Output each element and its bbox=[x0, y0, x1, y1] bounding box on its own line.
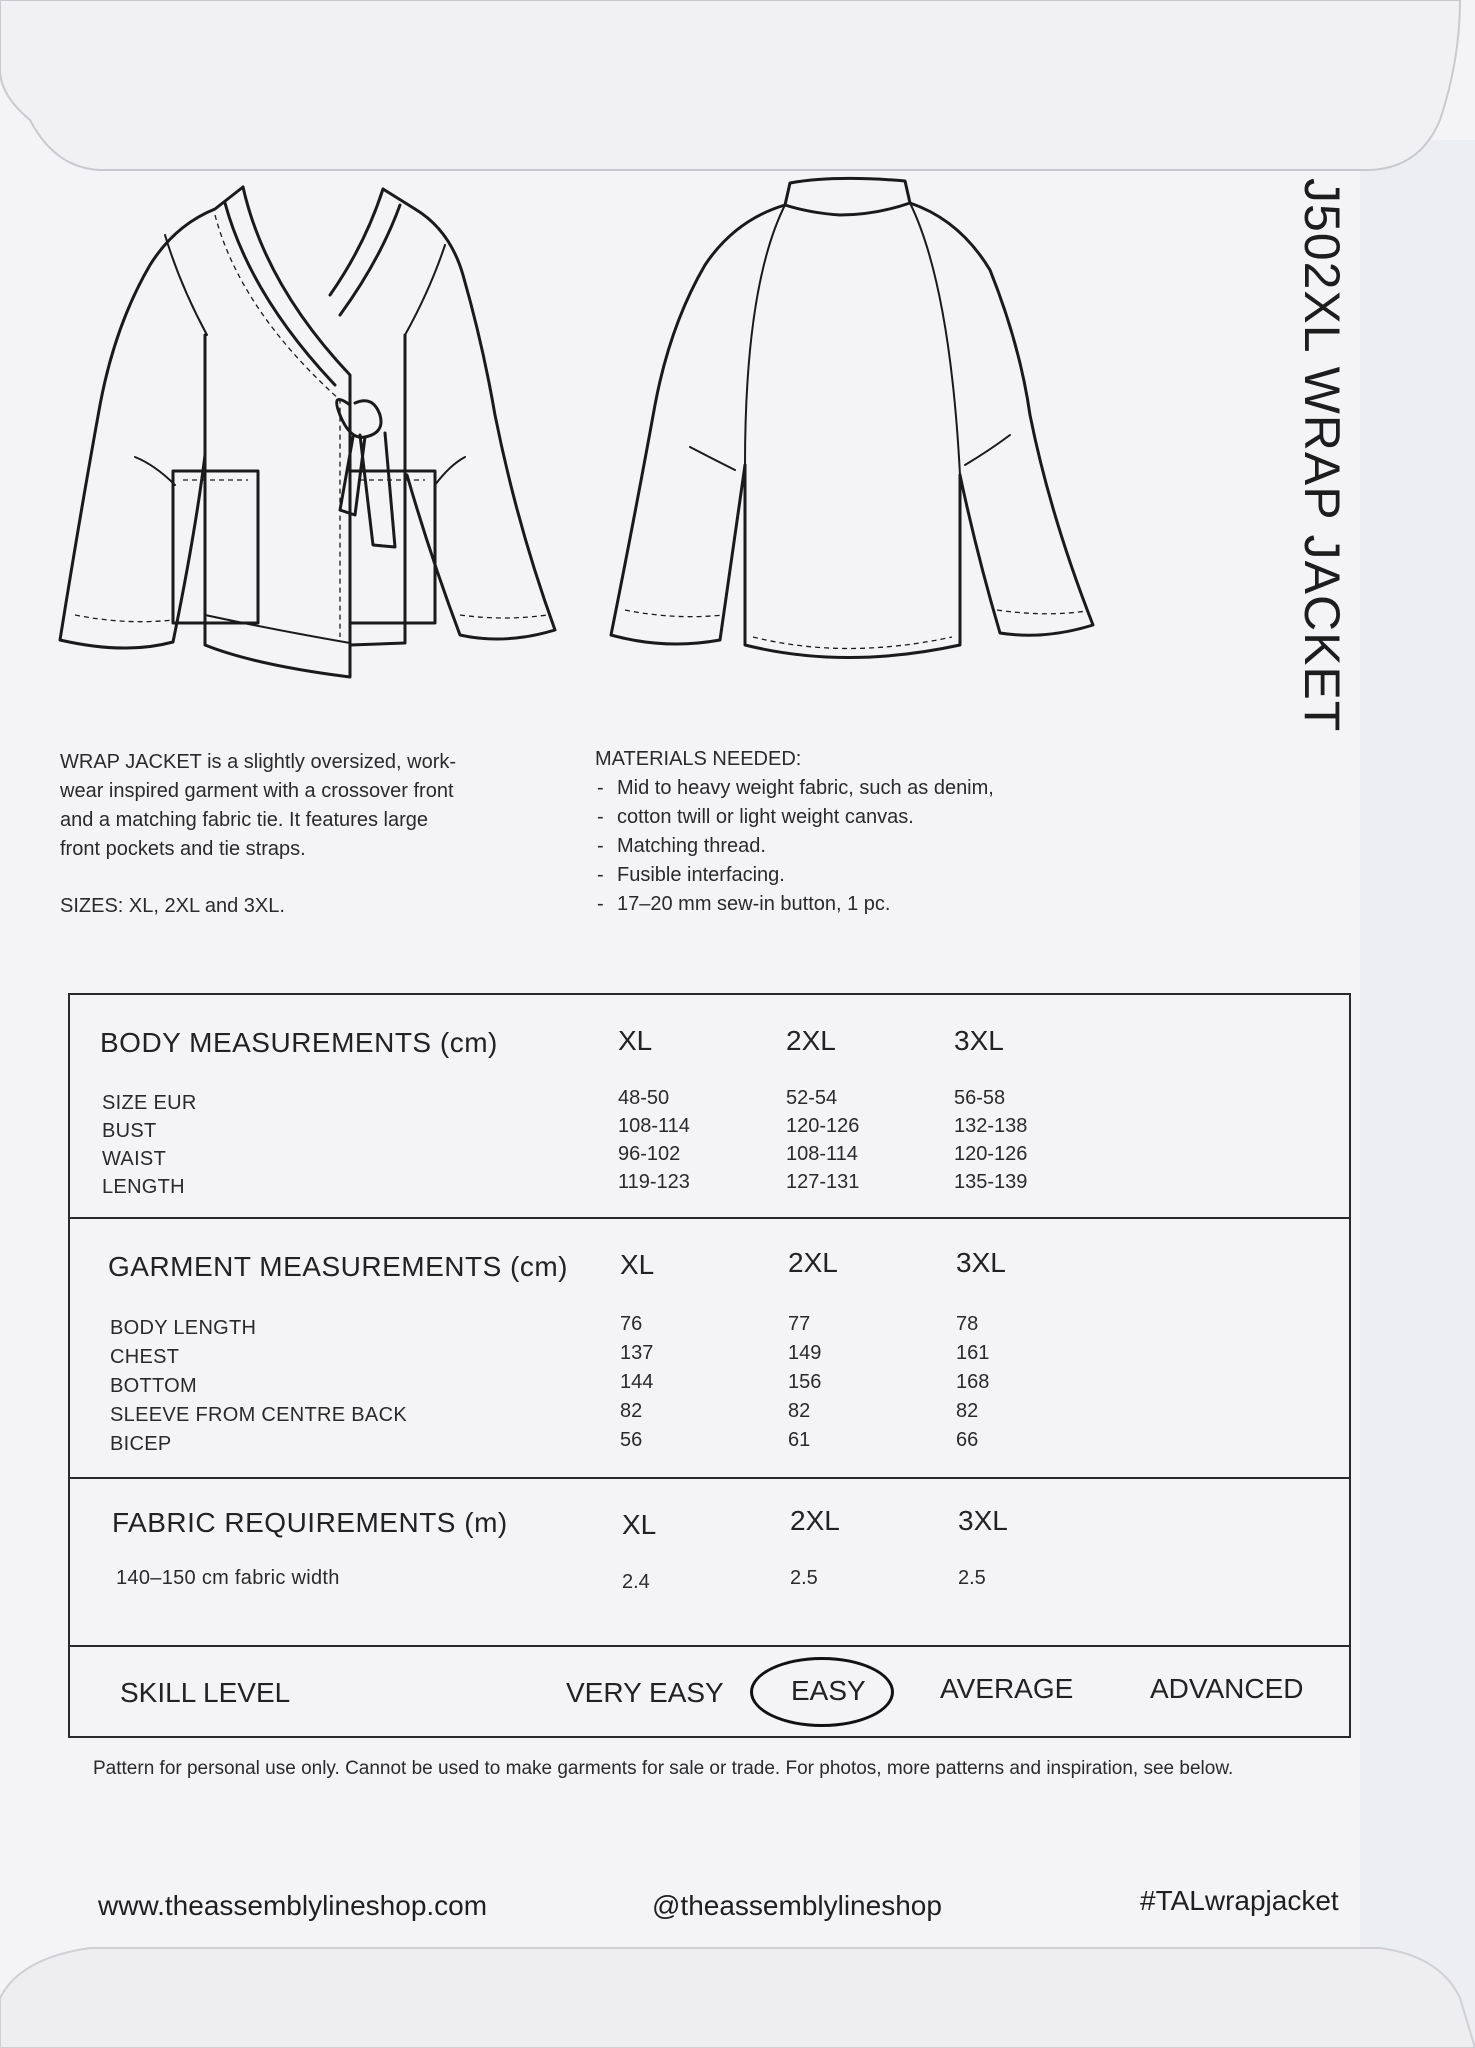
hashtag: #TALwrapjacket bbox=[1140, 1885, 1339, 1916]
description-line: WRAP JACKET is a slightly oversized, work- bbox=[60, 751, 457, 773]
description-line: and a matching fabric tie. It features large bbox=[60, 809, 428, 831]
fabric-requirements-section bbox=[70, 1477, 1349, 1645]
material-item: - Matching thread. bbox=[595, 832, 1075, 861]
cell: 56 bbox=[620, 1429, 643, 1451]
skill-option-average: AVERAGE bbox=[940, 1673, 1074, 1704]
cell: 137 bbox=[620, 1342, 654, 1364]
row-label: BUST bbox=[102, 1120, 157, 1142]
cell: 168 bbox=[956, 1371, 990, 1393]
garment-measurements-section bbox=[70, 1217, 1349, 1477]
row-label: CHEST bbox=[110, 1346, 180, 1368]
row-label: SLEEVE FROM CENTRE BACK bbox=[110, 1404, 407, 1426]
skill-option-very-easy: VERY EASY bbox=[566, 1677, 724, 1708]
cell: 2.5 bbox=[958, 1567, 986, 1589]
cell: 82 bbox=[788, 1400, 811, 1422]
column-header: XL bbox=[622, 1509, 657, 1540]
skill-level-label: SKILL LEVEL bbox=[120, 1677, 291, 1708]
measurements-table bbox=[68, 993, 1351, 1738]
column-header: 3XL bbox=[958, 1505, 1008, 1536]
disclaimer-text: Pattern for personal use only. Cannot be used to make garments for sale or trade. For photos, more patterns and inspiration, see below. bbox=[93, 1758, 1234, 1779]
jacket-back-illustration bbox=[605, 175, 1115, 685]
row-label: WAIST bbox=[102, 1148, 167, 1170]
description-line: front pockets and tie straps. bbox=[60, 838, 306, 860]
garment-measurements-title: GARMENT MEASUREMENTS (cm) bbox=[108, 1251, 568, 1282]
column-header: 2XL bbox=[790, 1505, 840, 1536]
cell: 119-123 bbox=[618, 1171, 690, 1193]
cell: 66 bbox=[956, 1429, 979, 1451]
skill-level-section bbox=[70, 1645, 1349, 1738]
row-label: BOTTOM bbox=[110, 1375, 197, 1397]
body-measurements-title: BODY MEASUREMENTS (cm) bbox=[100, 1027, 498, 1058]
cell: 108-114 bbox=[618, 1115, 690, 1137]
cell: 82 bbox=[956, 1400, 979, 1422]
jacket-front-illustration bbox=[55, 175, 565, 690]
cell: 120-126 bbox=[954, 1143, 1028, 1165]
cell: 120-126 bbox=[786, 1115, 860, 1137]
description bbox=[60, 748, 490, 921]
website-link: www.theassemblylineshop.com bbox=[98, 1890, 488, 1921]
material-item-continuation bbox=[595, 803, 1075, 832]
cell: 76 bbox=[620, 1313, 643, 1335]
material-item: - Fusible interfacing. bbox=[595, 861, 1075, 890]
row-label: BICEP bbox=[110, 1433, 172, 1455]
cell: 96-102 bbox=[618, 1143, 681, 1165]
description-line: wear inspired garment with a crossover front bbox=[60, 780, 454, 802]
material-item-continuation-text: cotton twill or light weight canvas. bbox=[617, 806, 914, 828]
row-label: BODY LENGTH bbox=[110, 1317, 257, 1339]
cell: 108-114 bbox=[786, 1143, 858, 1165]
sizes-text: SIZES: XL, 2XL and 3XL. bbox=[60, 895, 285, 917]
material-item: - 17–20 mm sew-in button, 1 pc. bbox=[595, 890, 1075, 919]
column-header: 3XL bbox=[954, 1025, 1004, 1056]
cell: 52-54 bbox=[786, 1087, 838, 1109]
row-label: SIZE EUR bbox=[102, 1092, 197, 1114]
cell: 156 bbox=[788, 1371, 822, 1393]
cell: 82 bbox=[620, 1400, 643, 1422]
column-header: XL bbox=[618, 1025, 653, 1056]
envelope-edge bbox=[1360, 140, 1475, 2048]
cell: 149 bbox=[788, 1342, 822, 1364]
cell: 56-58 bbox=[954, 1087, 1006, 1109]
material-item: - Mid to heavy weight fabric, such as denim, bbox=[595, 774, 1075, 803]
column-header: 2XL bbox=[788, 1247, 838, 1278]
skill-option-advanced: ADVANCED bbox=[1150, 1673, 1304, 1704]
body-measurements-section bbox=[70, 995, 1349, 1217]
envelope-top-flap bbox=[0, 0, 1475, 175]
pattern-title: J502XL WRAP JACKET bbox=[1294, 178, 1350, 733]
cell: 78 bbox=[956, 1313, 979, 1335]
fabric-requirements-title: FABRIC REQUIREMENTS (m) bbox=[112, 1507, 508, 1538]
cell: 48-50 bbox=[618, 1087, 670, 1109]
column-header: 3XL bbox=[956, 1247, 1006, 1278]
row-label: 140–150 cm fabric width bbox=[116, 1567, 340, 1589]
column-header: XL bbox=[620, 1249, 655, 1280]
materials-heading: MATERIALS NEEDED: bbox=[595, 748, 802, 770]
column-header: 2XL bbox=[786, 1025, 836, 1056]
cell: 144 bbox=[620, 1371, 654, 1393]
cell: 2.5 bbox=[790, 1567, 818, 1589]
envelope-bottom-flap bbox=[0, 1938, 1475, 2048]
cell: 2.4 bbox=[622, 1571, 650, 1593]
skill-option-easy: EASY bbox=[791, 1675, 866, 1706]
row-label: LENGTH bbox=[102, 1176, 185, 1198]
cell: 161 bbox=[956, 1342, 990, 1364]
materials-list bbox=[595, 745, 1075, 919]
cell: 132-138 bbox=[954, 1115, 1028, 1137]
cell: 61 bbox=[788, 1429, 811, 1451]
cell: 135-139 bbox=[954, 1171, 1028, 1193]
cell: 77 bbox=[788, 1313, 811, 1335]
cell: 127-131 bbox=[786, 1171, 860, 1193]
social-handle: @theassemblylineshop bbox=[652, 1890, 942, 1921]
